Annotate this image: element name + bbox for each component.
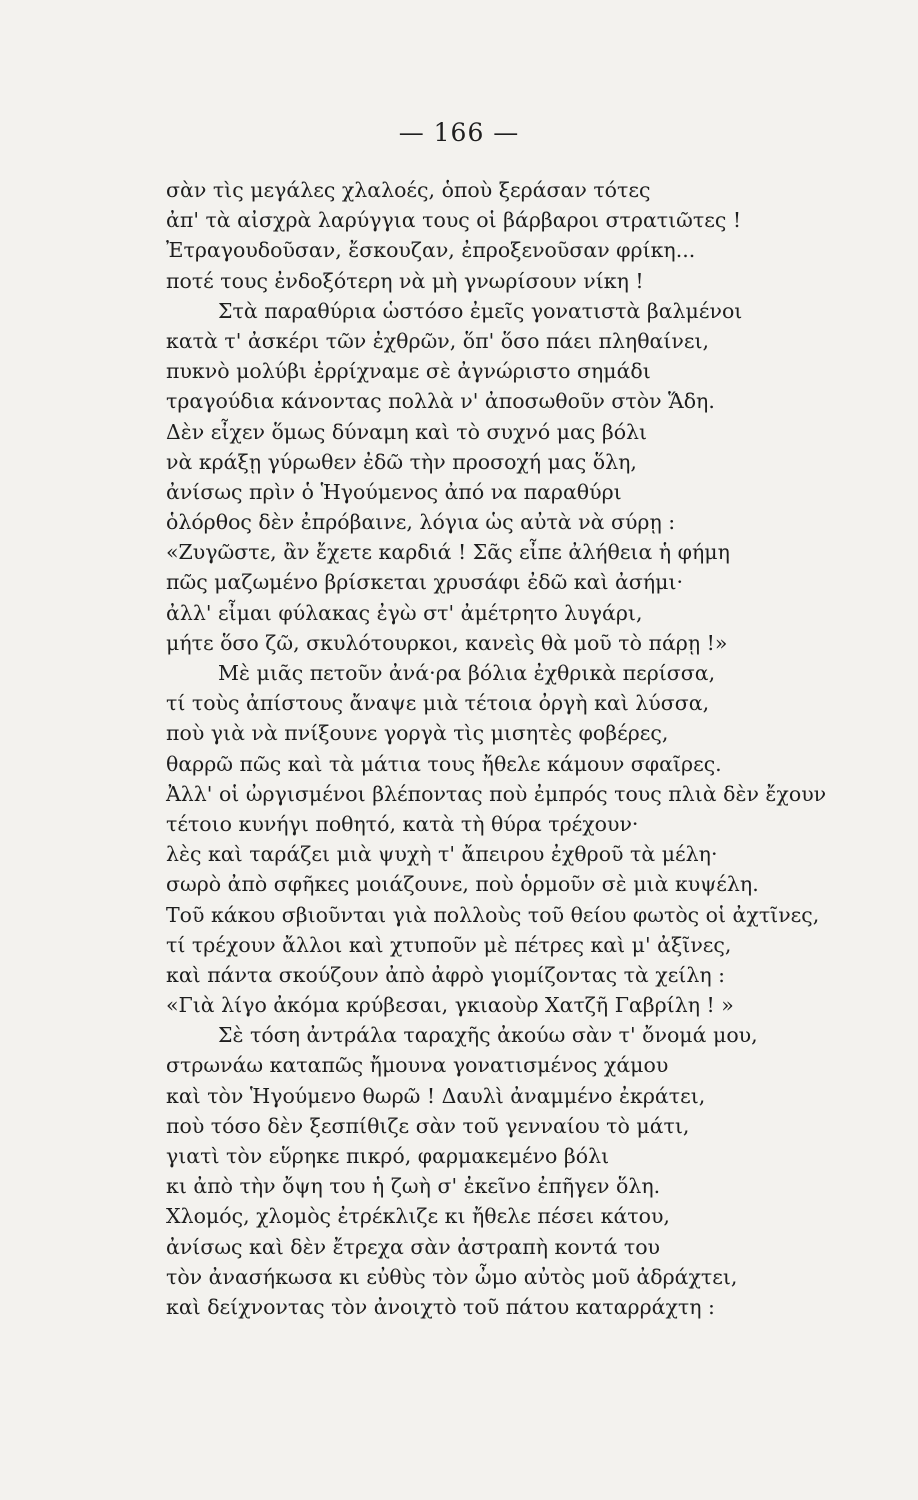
poem-line: Στὰ παραθύρια ὡστόσο ἐμεῖς γονατιστὰ βαλμένοι	[218, 298, 743, 323]
poem-text	[166, 175, 906, 1322]
poem-line: καὶ τὸν Ἡγούμενο θωρῶ ! Δαυλὶ ἀναμμένο ἐκράτει,	[166, 1083, 706, 1108]
poem-line: κι ἀπὸ τὴν ὄψη του ἡ ζωὴ σ' ἐκεῖνο ἐπῆγεν ὅλη.	[166, 1174, 661, 1199]
poem-line: τέτοιο κυνήγι ποθητό, κατὰ τὴ θύρα τρέχουν·	[166, 811, 639, 836]
poem-line: Ἀλλ' οἱ ὠργισμένοι βλέποντας ποὺ ἐμπρός τους πλιὰ δὲν ἔχουν	[166, 781, 827, 806]
poem-line: «Ζυγῶστε, ἂν ἔχετε καρδιά ! Σᾶς εἶπε ἀλήθεια ἡ φήμη	[166, 540, 730, 565]
poem-line: καὶ πάντα σκούζουν ἀπὸ ἀφρὸ γιομίζοντας τὰ χείλη :	[166, 962, 726, 987]
poem-line: ἀπ' τὰ αἰσχρὰ λαρύγγια τους οἱ βάρβαροι στρατιῶτες !	[166, 208, 742, 233]
poem-line: θαρρῶ πῶς καὶ τὰ μάτια τους ἤθελε κάμουν σφαῖρες.	[166, 751, 722, 776]
poem-line: τραγούδια κάνοντας πολλὰ ν' ἀποσωθοῦν στὸν Ἅδη.	[166, 389, 715, 414]
poem-line: Τοῦ κάκου σβιοῦνται γιὰ πολλοὺς τοῦ θείου φωτὸς οἱ ἀχτῖνες,	[166, 902, 820, 927]
poem-line: νὰ κράξῃ γύρωθεν ἐδῶ τὴν προσοχή μας ὅλη,	[166, 449, 637, 474]
poem-line: ποὺ τόσο δὲν ξεσπίθιζε σὰν τοῦ γενναίου τὸ μάτι,	[166, 1113, 690, 1138]
poem-line: ποτέ τους ἐνδοξότερη νὰ μὴ γνωρίσουν νίκη !	[166, 268, 644, 293]
poem-line: τί τοὺς ἀπίστους ἄναψε μιὰ τέτοια ὀργὴ καὶ λύσσα,	[166, 691, 710, 716]
poem-line: Ἐτραγουδοῦσαν, ἔσκουζαν, ἐπροξενοῦσαν φρίκη...	[166, 238, 696, 263]
poem-line: Μὲ μιᾶς πετοῦν ἀνά·ρα βόλια ἐχθρικὰ περίσσα,	[218, 661, 716, 685]
poem-line: πῶς μαζωμένο βρίσκεται χρυσάφι ἐδῶ καὶ ἀσήμι·	[166, 570, 684, 595]
poem-line: Χλομός, χλομὸς ἐτρέκλιζε κι ἤθελε πέσει κάτου,	[166, 1204, 670, 1229]
poem-line: σωρὸ ἀπὸ σφῆκες μοιάζουνε, ποὺ ὁρμοῦν σὲ μιὰ κυψέλη.	[166, 872, 759, 897]
poem-line: τί τρέχουν ἄλλοι καὶ χτυποῦν μὲ πέτρες καὶ μ' ἀξῖνες,	[166, 932, 732, 957]
poem-line: ἀνίσως καὶ δὲν ἔτρεχα σὰν ἀστραπὴ κοντά του	[166, 1234, 661, 1259]
poem-line: Δὲν εἶχεν ὅμως δύναμη καὶ τὸ συχνό μας βόλι	[166, 419, 648, 444]
poem-line: τὸν ἀνασήκωσα κι εὐθὺς τὸν ὦμο αὐτὸς μοῦ ἀδράχτει,	[166, 1264, 738, 1289]
poem-line: «Γιὰ λίγο ἀκόμα κρύβεσαι, γκιαοὺρ Χατζῆ Γαβρίλη ! »	[166, 993, 734, 1018]
poem-line: Σὲ τόση ἀντράλα ταραχῆς ἀκούω σὰν τ' ὄνομά μου,	[218, 1023, 758, 1048]
poem-line: ἀλλ' εἶμαι φύλακας ἐγὼ στ' ἀμέτρητο λυγάρι,	[166, 600, 643, 625]
poem-line: καὶ δείχνοντας τὸν ἀνοιχτὸ τοῦ πάτου καταρράχτη :	[166, 1294, 715, 1319]
page-number: — 166 —	[398, 118, 520, 147]
poem-line: ὁλόρθος δὲν ἐπρόβαινε, λόγια ὡς αὐτὰ νὰ σύρῃ :	[166, 510, 676, 535]
poem-line: ἀνίσως πρὶν ὁ Ἡγούμενος ἀπό να παραθύρι	[166, 479, 622, 504]
poem-line: κατὰ τ' ἀσκέρι τῶν ἐχθρῶν, ὅπ' ὅσο πάει πληθαίνει,	[166, 328, 710, 353]
poem-line: ποὺ γιὰ νὰ πνίξουνε γοργὰ τὶς μισητὲς φοβέρες,	[166, 721, 669, 746]
poem-line: μήτε ὅσο ζῶ, σκυλότουρκοι, κανεὶς θὰ μοῦ τὸ πάρῃ !»	[166, 630, 728, 655]
poem-line: στρωνάω καταπῶς ἤμουνα γονατισμένος χάμου	[166, 1053, 669, 1078]
poem-line: πυκνὸ μολύβι ἐρρίχναμε σὲ ἀγνώριστο σημάδι	[166, 359, 651, 384]
poem-line: σὰν τὶς μεγάλες χλαλοές, ὁποὺ ξεράσαν τότες	[166, 178, 651, 202]
poem-line: λὲς καὶ ταράζει μιὰ ψυχὴ τ' ἄπειρου ἐχθροῦ τὰ μέλη·	[166, 842, 718, 867]
poem-line: γιατὶ τὸν εὕρηκε πικρό, φαρμακεμένο βόλι	[166, 1144, 610, 1168]
